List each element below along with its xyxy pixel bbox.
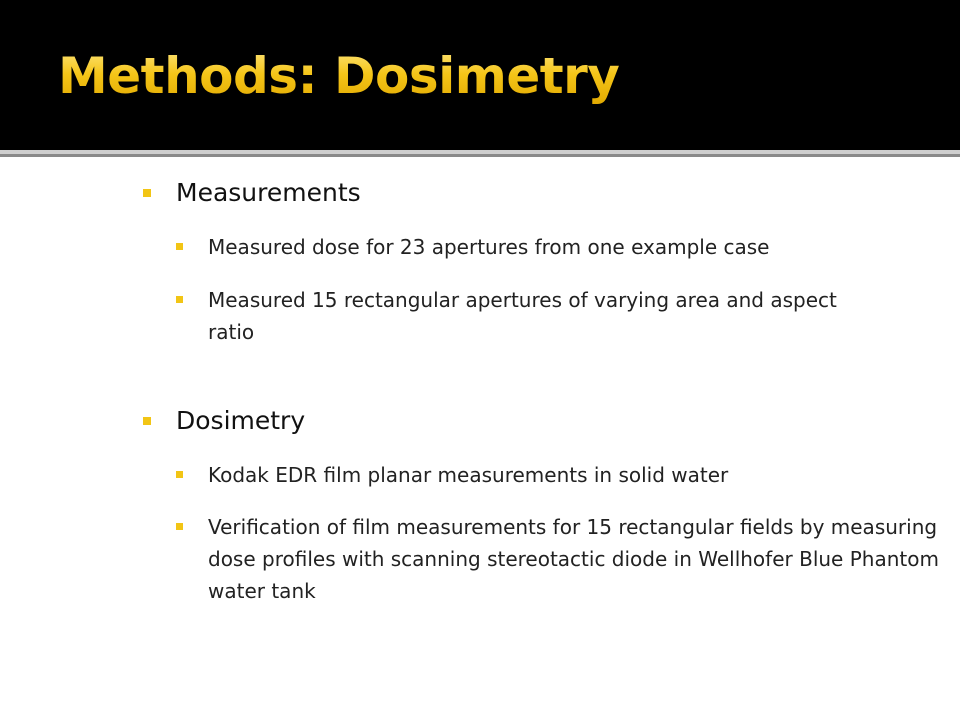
bullet-measurements bbox=[143, 177, 361, 209]
square-bullet-icon bbox=[176, 243, 183, 250]
sub-bullet-kodak-film bbox=[176, 459, 946, 491]
sub-bullet-text: Measured 15 rectangular apertures of varying area and aspect ratio bbox=[208, 288, 837, 344]
square-bullet-icon bbox=[176, 471, 183, 478]
bullet-heading-dosimetry: Dosimetry bbox=[176, 406, 306, 435]
sub-bullet-text: Measured dose for 23 apertures from one example case bbox=[208, 235, 770, 259]
title-bar bbox=[0, 0, 960, 150]
square-bullet-icon bbox=[176, 523, 183, 530]
sub-bullet-verification bbox=[176, 511, 946, 607]
square-bullet-icon bbox=[143, 189, 151, 197]
slide-title: Methods: Dosimetry bbox=[58, 47, 620, 105]
sub-bullet-text: Verification of film measurements for 15 rectangular fields by measuring dose profiles with scanning stereotactic diode in Wellhofer Blue Phantom water tank bbox=[208, 515, 939, 603]
bullet-dosimetry bbox=[143, 405, 305, 437]
sub-bullet-measured-dose bbox=[176, 231, 946, 263]
square-bullet-icon bbox=[176, 296, 183, 303]
sub-bullet-rectangular-apertures bbox=[176, 284, 946, 348]
bullet-heading-measurements: Measurements bbox=[176, 178, 361, 207]
sub-bullet-text: Kodak EDR film planar measurements in solid water bbox=[208, 463, 729, 487]
content-area bbox=[0, 157, 960, 720]
square-bullet-icon bbox=[143, 417, 151, 425]
